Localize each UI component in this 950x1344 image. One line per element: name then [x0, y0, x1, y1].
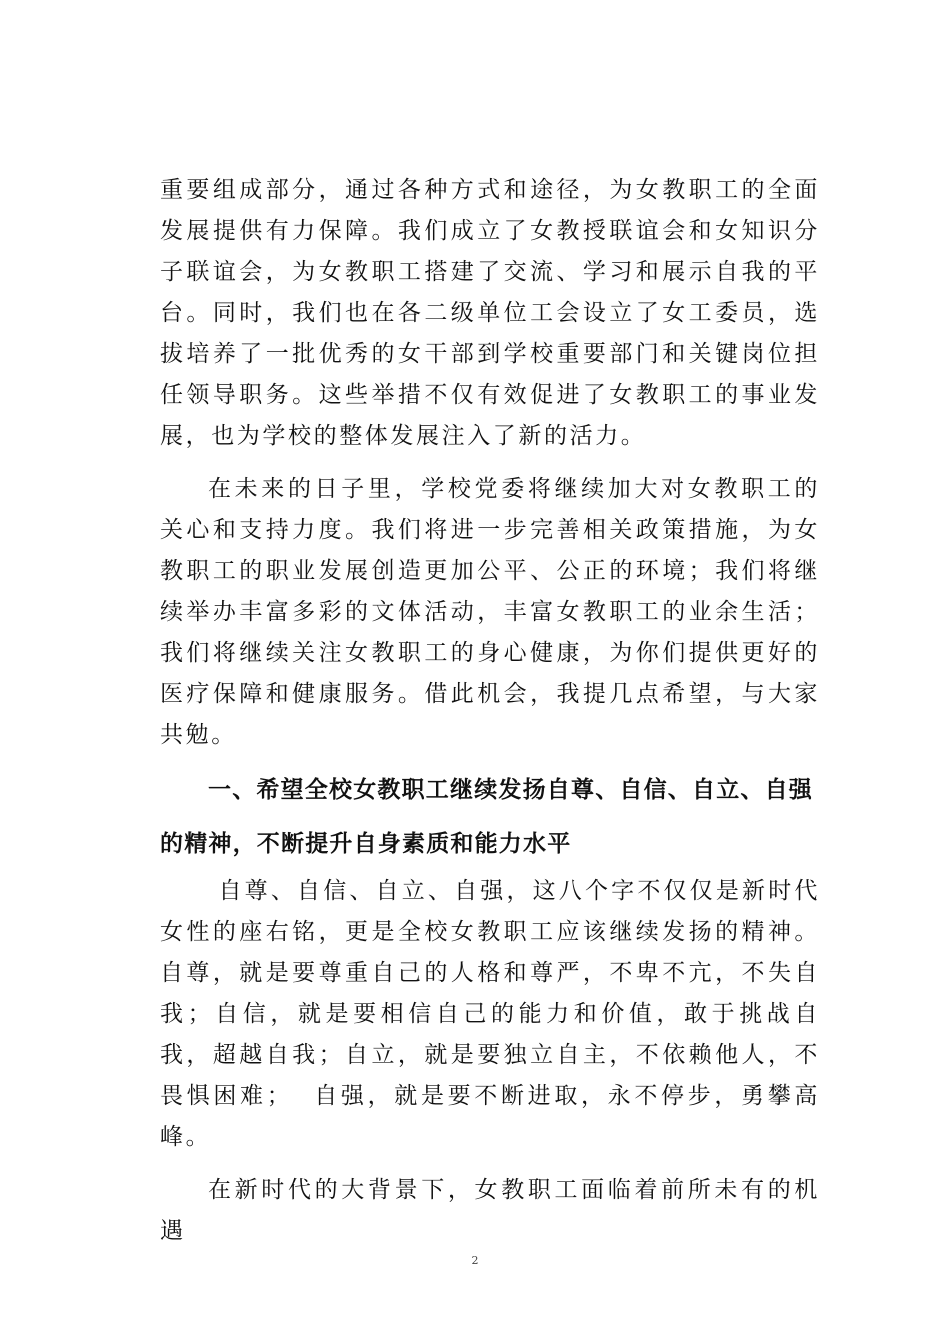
paragraph-2: 在未来的日子里，学校党委将继续加大对女教职工的关心和支持力度。我们将进一步完善相关政策措施，为女教职工的职业发展创造更加公平、公正的环境；我们将继续举办丰富多彩的文体活动，丰富女教职工的业余生活；我们将继续关注女教职工的身心健康，为你们提供更好的医疗保障和健康服务。借此机会，我提几点希望，与大家共勉。	[160, 476, 820, 748]
paragraph-4: 在新时代的大背景下，女教职工面临着前所未有的机遇	[160, 1177, 820, 1244]
paragraph-3: 自尊、自信、自立、自强，这八个字不仅仅是新时代女性的座右铭，更是全校女教职工应该继续发扬的精神。自尊，就是要尊重自己的人格和尊严，不卑不亢，不失自我；自信，就是要相信自己的能力和价值，敢于挑战自我，超越自我；自立，就是要独立自主，不依赖他人，不畏惧困难； 自强，就是要不断进取，永不停步，勇攀高峰。	[160, 878, 820, 1150]
section-heading-1: 一、希望全校女教职工继续发扬自尊、自信、自立、自强的精神，不断提升自身素质和能力水平	[160, 777, 813, 857]
page-number: 2	[471, 1254, 479, 1267]
paragraph-1: 重要组成部分，通过各种方式和途径，为女教职工的全面发展提供有力保障。我们成立了女教授联谊会和女知识分子联谊会，为女教职工搭建了交流、学习和展示自我的平台。同时，我们也在各二级单位工会设立了女工委员，选拔培养了一批优秀的女干部到学校重要部门和关键岗位担任领导职务。这些举措不仅有效促进了女教职工的事业发展，也为学校的整体发展注入了新的活力。	[160, 177, 820, 449]
document-body	[160, 170, 820, 1252]
